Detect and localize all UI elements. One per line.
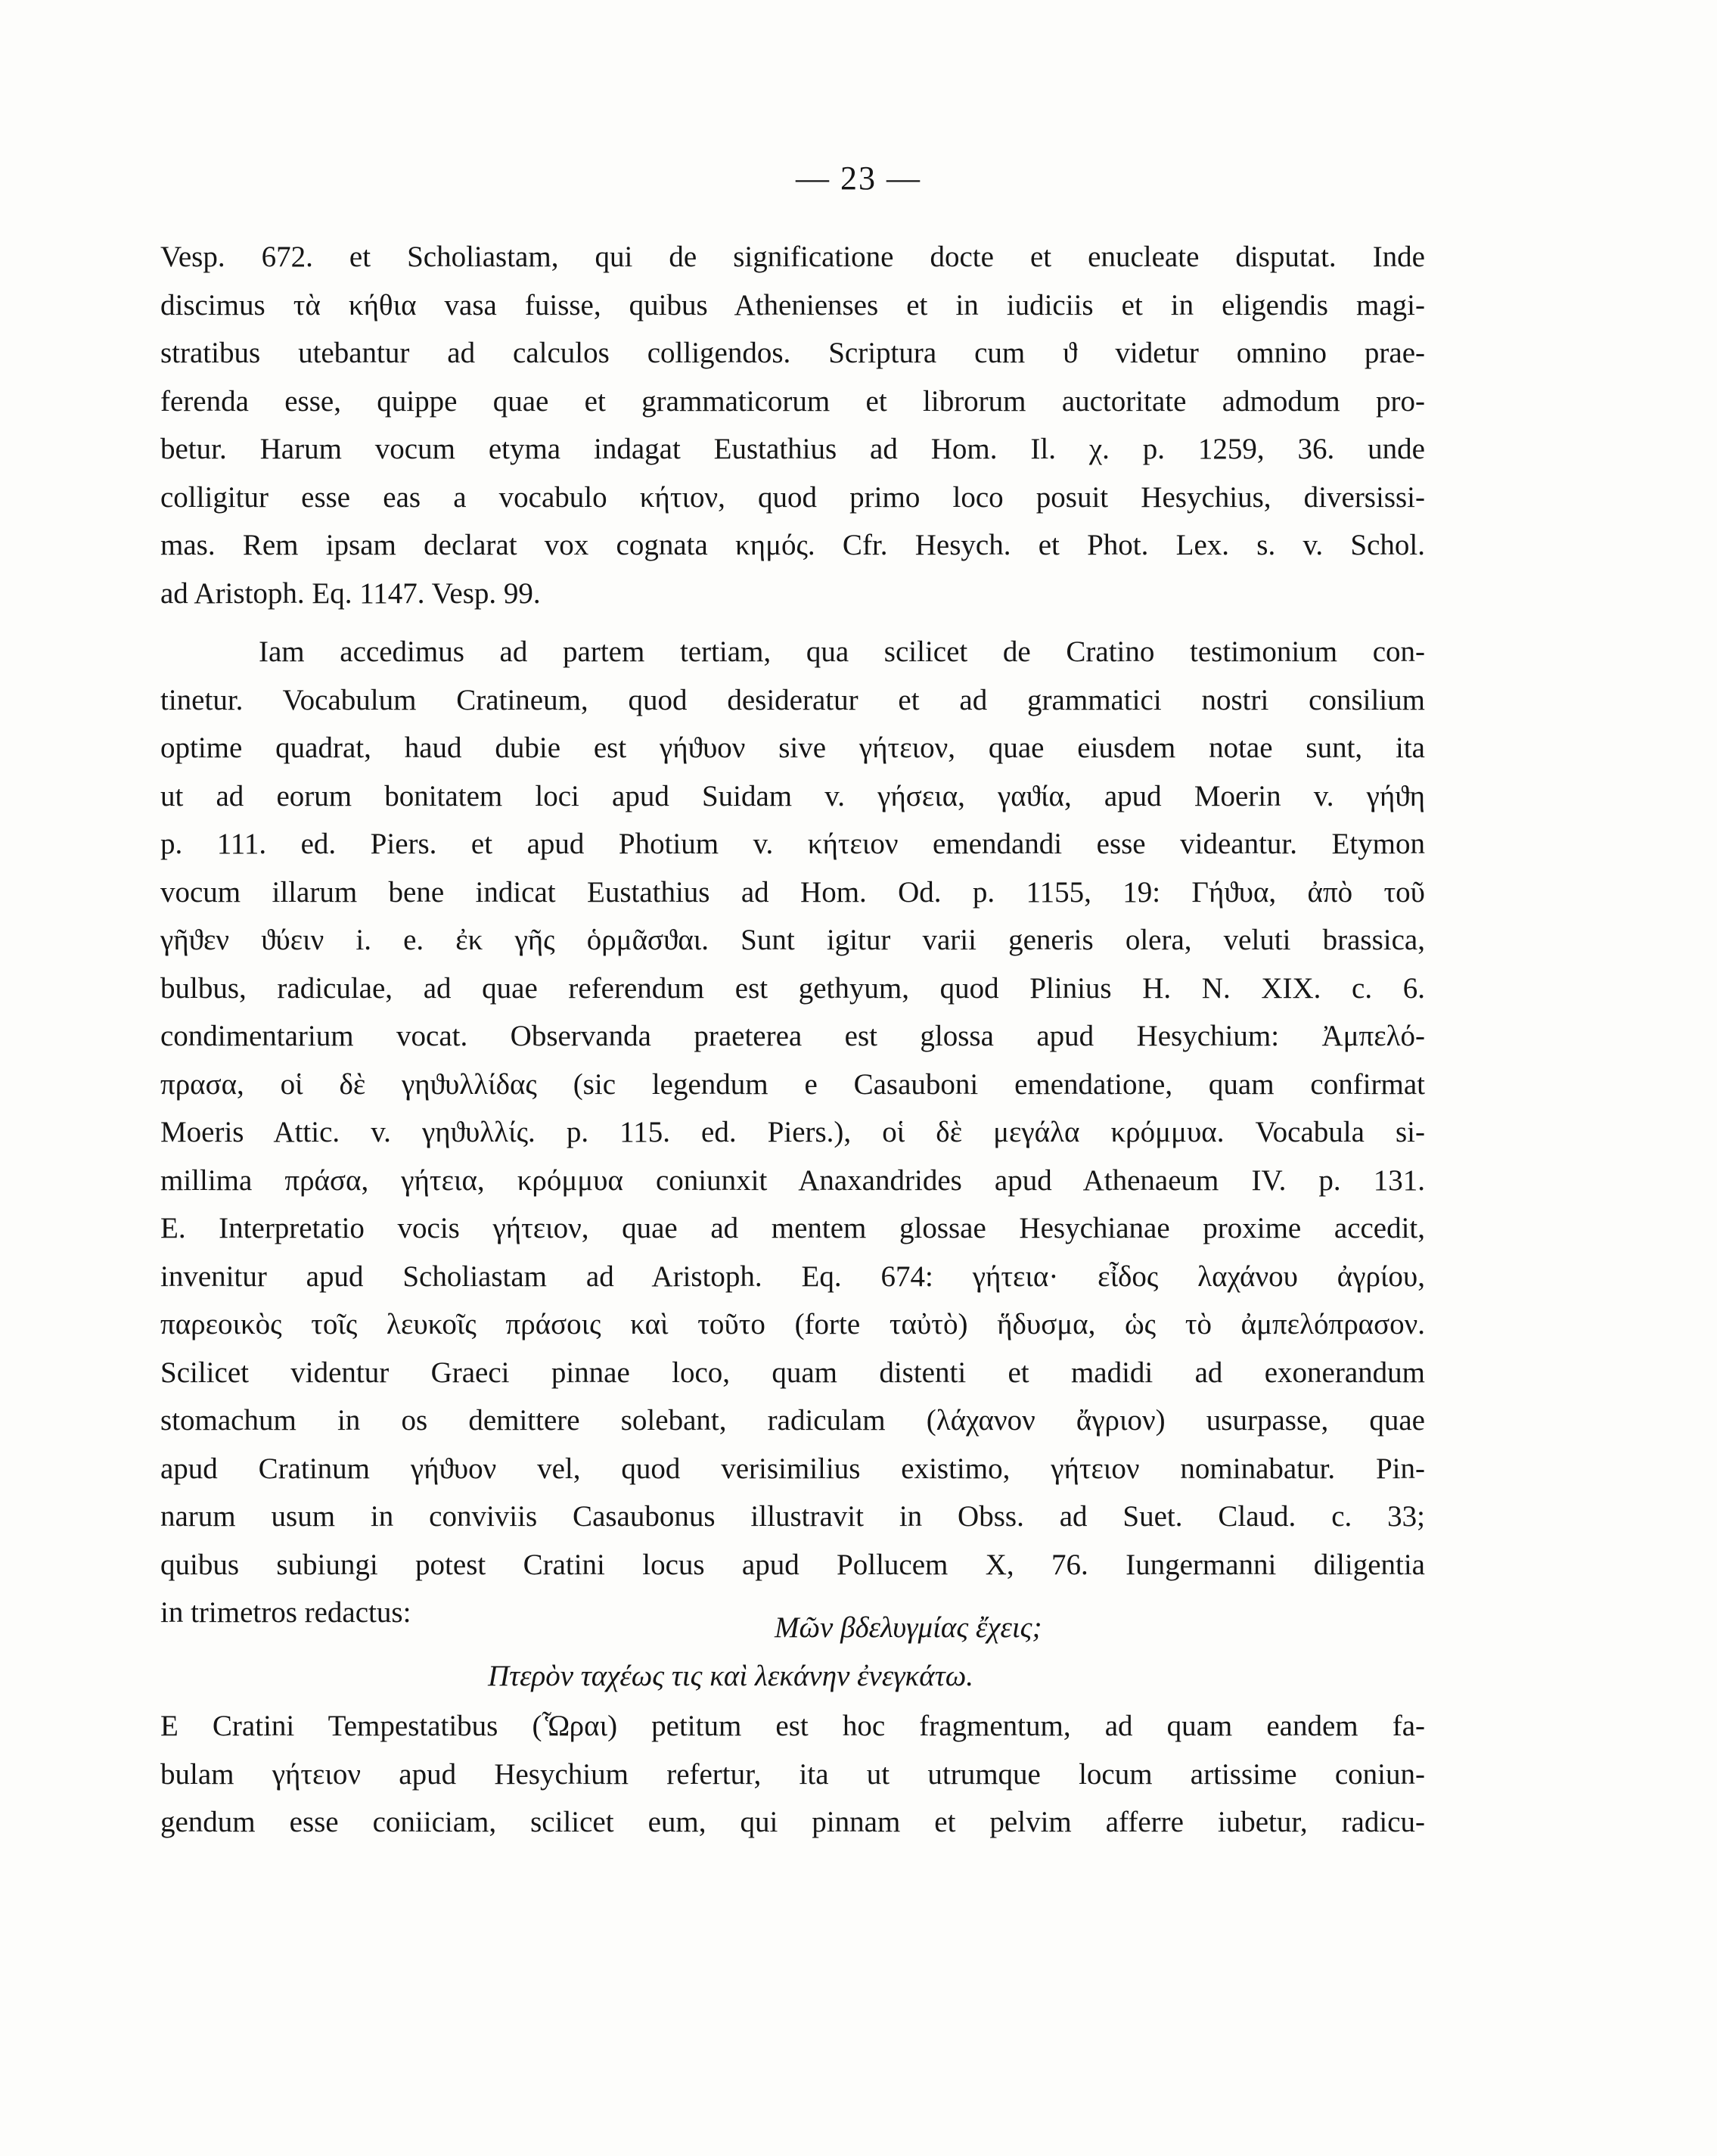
text-line: ferenda esse, quippe quae et grammaticorum et librorum auctoritate admodum pro-	[160, 384, 1425, 418]
text-line: stomachum in os demittere solebant, radiculam (λάχανον ἄγριον) usurpasse, quae	[160, 1404, 1425, 1437]
text-line: discimus τὰ κήθια vasa fuisse, quibus Athenienses et in iudiciis et in eligendis magi-	[160, 288, 1425, 322]
text-line: E Cratini Tempestatibus (Ὧραι) petitum est hoc fragmentum, ad quam eandem fa-	[160, 1710, 1425, 1742]
text-line: παρεοικὸς τοῖς λευκοῖς πράσοις καὶ τοῦτο (forte ταὐτὸ) ἥδυσμα, ὡς τὸ ἀμπελόπρασον.	[160, 1308, 1425, 1341]
text-line: colligitur esse eas a vocabulo κήτιον, quod primo loco posuit Hesychius, diversissi-	[160, 480, 1425, 514]
paragraph-3	[160, 1702, 1425, 1847]
text-line: p. 111. ed. Piers. et apud Photium v. κήτειον emendandi esse videantur. Etymon	[160, 828, 1425, 860]
text-line: gendum esse coniiciam, scilicet eum, qui pinnam et pelvim afferre iubetur, radicu-	[160, 1806, 1425, 1838]
text-line: Iam accedimus ad partem tertiam, qua scilicet de Cratino testimonium con-	[259, 635, 1425, 668]
text-line: vocum illarum bene indicat Eustathius ad Hom. Od. p. 1155, 19: Γήϑυα, ἀπὸ τοῦ	[160, 875, 1425, 909]
text-line: E. Interpretatio vocis γήτειον, quae ad mentem glossae Hesychianae proxime accedit,	[160, 1212, 1425, 1244]
text-line: stratibus utebantur ad calculos colligendos. Scriptura cum ϑ videtur omnino prae-	[160, 337, 1425, 369]
text-line: bulbus, radiculae, ad quae referendum est gethyum, quod Plinius H. N. XIX. c. 6.	[160, 971, 1425, 1005]
text-line: millima πράσα, γήτεια, κρόμμυα coniunxit Anaxandrides apud Athenaeum IV. p. 131.	[160, 1163, 1425, 1197]
verse-text: Μῶν βδελυγμίας ἔχεις;	[775, 1611, 1042, 1644]
text-line: γῆϑεν ϑύειν i. e. ἐκ γῆς ὁρμᾶσϑαι. Sunt igitur varii generis olera, veluti brassica,	[160, 924, 1425, 956]
text-line: condimentarium vocat. Observanda praeterea est glossa apud Hesychium: Ἀμπελό-	[160, 1020, 1425, 1052]
verse-line-1	[160, 1604, 1717, 1652]
page-number: — 23 —	[796, 160, 921, 197]
text-line: in trimetros redactus:	[160, 1596, 411, 1629]
text-line: mas. Rem ipsam declarat vox cognata κημός. Cfr. Hesych. et Phot. Lex. s. v. Schol.	[160, 529, 1425, 561]
text-line: invenitur apud Scholiastam ad Aristoph. Eq. 674: γήτεια· εἶδος λαχάνου ἀγρίου,	[160, 1260, 1425, 1293]
text-line: πρασα, οἱ δὲ γηϑυλλίδας (sic legendum e Casauboni emendatione, quam confirmat	[160, 1067, 1425, 1101]
text-line: quibus subiungi potest Cratini locus apud Pollucem X, 76. Iungermanni diligentia	[160, 1548, 1425, 1581]
verse-line-2	[160, 1652, 1717, 1701]
text-line: bulam γήτειον apud Hesychium refertur, ita ut utrumque locum artissime coniun-	[160, 1757, 1425, 1791]
text-line: Moeris Attic. v. γηϑυλλίς. p. 115. ed. Piers.), οἱ δὲ μεγάλα κρόμμυα. Vocabula si-	[160, 1116, 1425, 1148]
paragraph-1	[160, 233, 1425, 617]
text-line: Scilicet videntur Graeci pinnae loco, quam distenti et madidi ad exonerandum	[160, 1356, 1425, 1389]
text-line: apud Cratinum γήϑυον vel, quod verisimilius existimo, γήτειον nominabatur. Pin-	[160, 1452, 1425, 1485]
text-line: tinetur. Vocabulum Cratineum, quod desideratur et ad grammatici nostri consilium	[160, 683, 1425, 716]
text-line: ad Aristoph. Eq. 1147. Vesp. 99.	[160, 576, 541, 610]
text-line: betur. Harum vocum etyma indagat Eustathius ad Hom. Il. χ. p. 1259, 36. unde	[160, 433, 1425, 465]
paragraph-2	[160, 628, 1425, 1637]
text-line: narum usum in conviviis Casaubonus illustravit in Obss. ad Suet. Claud. c. 33;	[160, 1500, 1425, 1533]
text-line: ut ad eorum bonitatem loci apud Suidam v. γήσεια, γαϑία, apud Moerin v. γήϑη	[160, 779, 1425, 812]
text-line: Vesp. 672. et Scholiastam, qui de significatione docte et enucleate disputat. Inde	[160, 241, 1425, 273]
verse-text: Πτερὸν ταχέως τις καὶ λεκάνην ἐνεγκάτω.	[488, 1660, 973, 1692]
text-line: optime quadrat, haud dubie est γήϑυον sive γήτειον, quae eiusdem notae sunt, ita	[160, 732, 1425, 764]
